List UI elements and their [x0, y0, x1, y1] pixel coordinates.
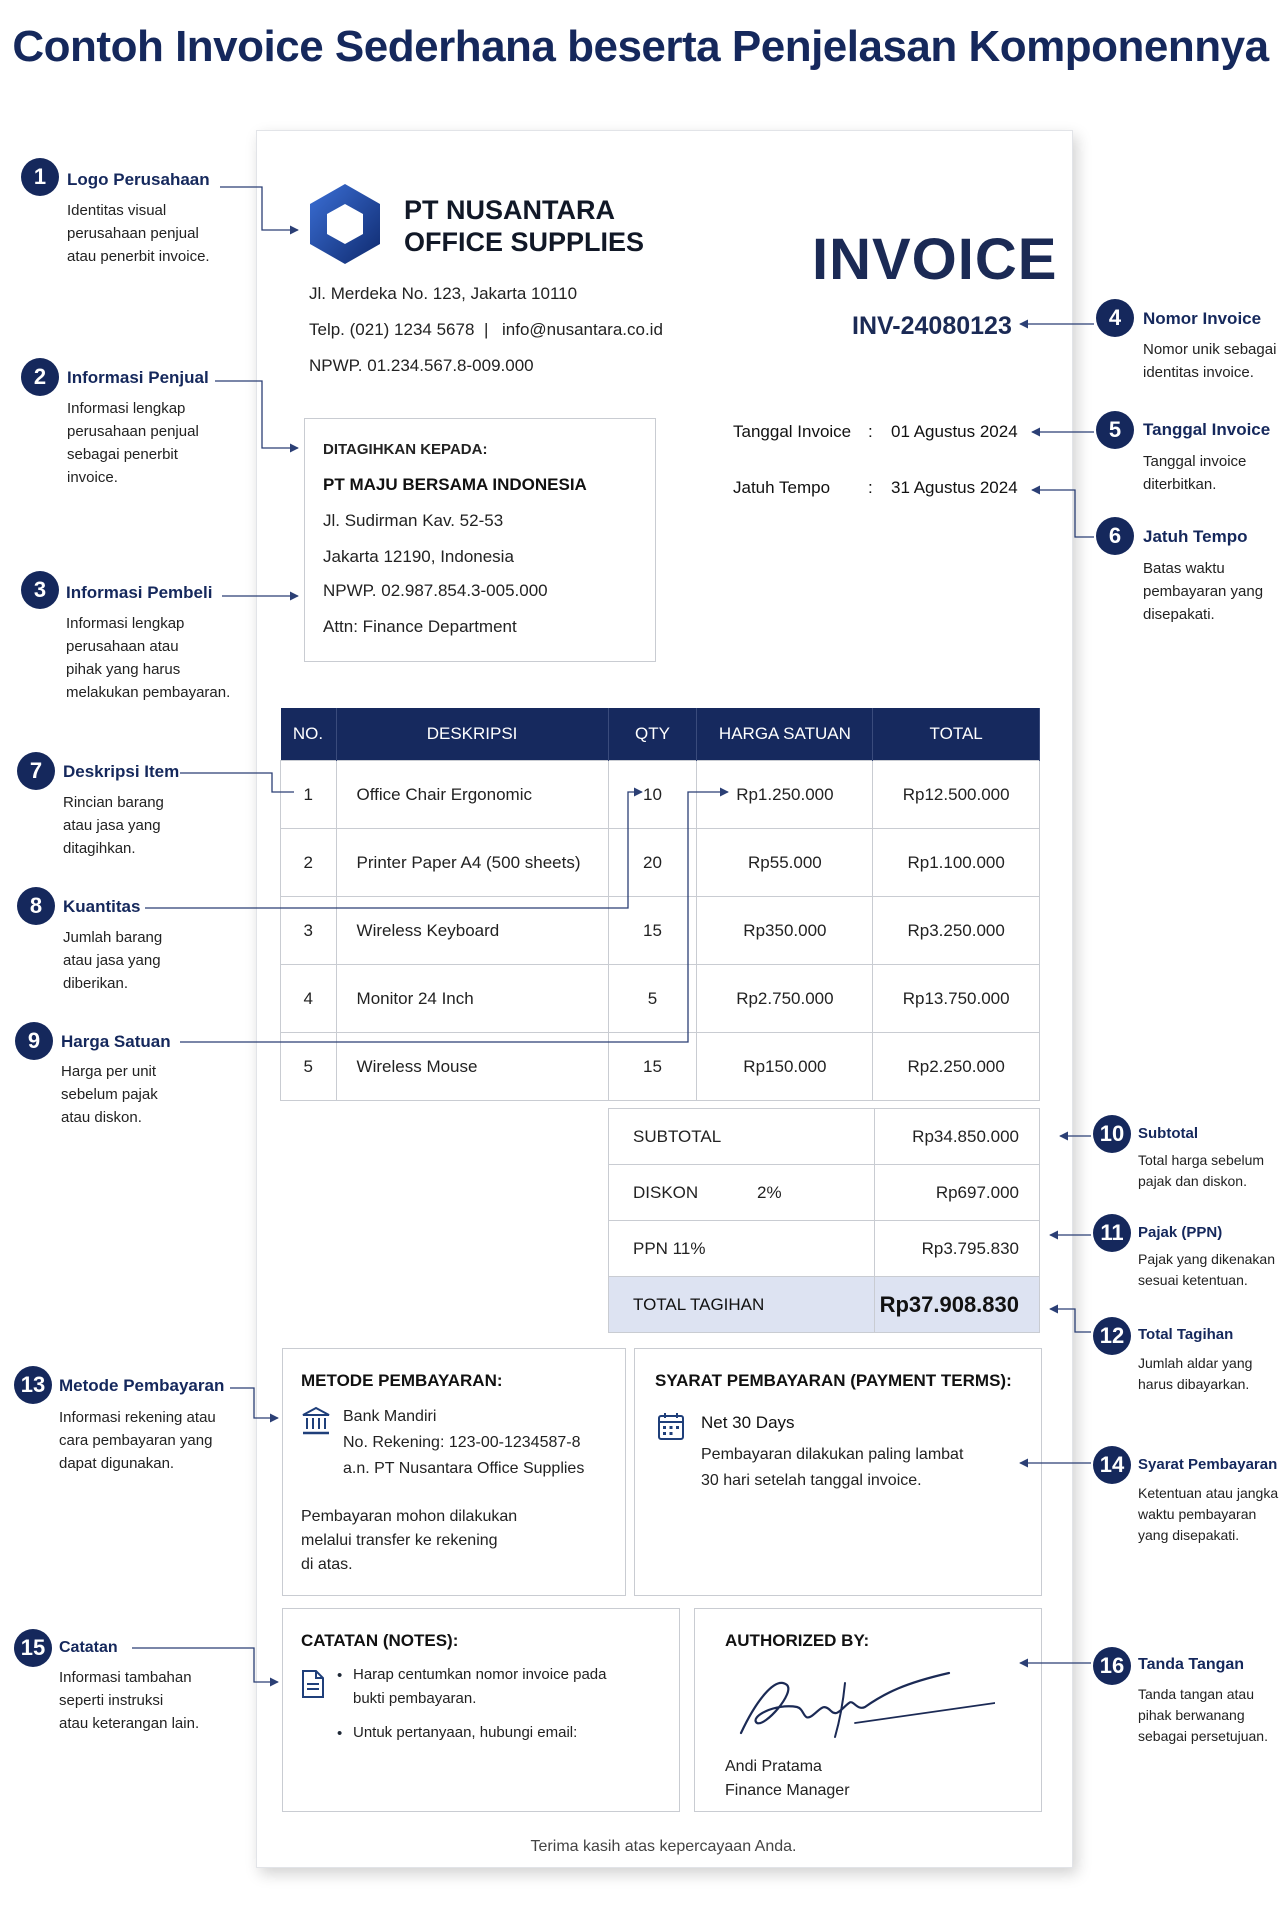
annotation-desc: Jumlah barang atau jasa yang diberikan. — [63, 929, 163, 992]
annotation-title: Kuantitas — [63, 897, 141, 916]
annotation-title: Harga Satuan — [61, 1032, 171, 1051]
calendar-icon — [657, 1411, 685, 1441]
bill-to-box — [304, 418, 656, 662]
colon: : — [868, 478, 873, 497]
invoice-date-value: 01 Agustus 2024 — [891, 422, 1018, 441]
annotation-title: Logo Perusahaan — [67, 170, 210, 189]
annotation-desc: Informasi rekening atau cara pembayaran yang dapat digunakan. — [59, 1409, 216, 1472]
payment-method-box — [282, 1348, 626, 1596]
annotation-number: 11 — [1093, 1214, 1131, 1252]
invoice-date-label: Tanggal Invoice — [733, 422, 852, 441]
item-price: Rp2.750.000 — [697, 965, 873, 1033]
item-total: Rp13.750.000 — [873, 965, 1040, 1033]
annotation-desc: Tanda tangan atau pihak berwanang sebagai persetujuan. — [1138, 1686, 1268, 1744]
annotation-desc: Ketentuan atau jangka waktu pembayaran yang disepakati. — [1138, 1485, 1279, 1543]
item-no: 1 — [281, 761, 337, 829]
item-price: Rp150.000 — [697, 1033, 873, 1101]
annotation-desc: Pajak yang dikenakan sesuai ketentuan. — [1138, 1251, 1275, 1288]
annotation-desc: Informasi lengkap perusahaan penjual sebagai penerbit invoice. — [67, 400, 199, 486]
item-price: Rp350.000 — [697, 897, 873, 965]
item-total: Rp12.500.000 — [873, 761, 1040, 829]
col-header-price: HARGA SATUAN — [697, 708, 873, 761]
discount-label: DISKON — [633, 1182, 699, 1202]
total-label: TOTAL TAGIHAN — [609, 1277, 875, 1333]
annotation-title: Syarat Pembayaran — [1138, 1456, 1278, 1473]
item-no: 4 — [281, 965, 337, 1033]
total-value: Rp37.908.830 — [875, 1277, 1040, 1333]
table-row — [281, 1033, 1040, 1101]
item-qty: 5 — [608, 965, 697, 1033]
authorized-role: Finance Manager — [725, 1782, 850, 1799]
col-header-no: NO. — [281, 708, 337, 761]
item-no: 2 — [281, 829, 337, 897]
annotation-desc: Tanggal invoice diterbitkan. — [1143, 453, 1247, 493]
annotation-desc: Rincian barang atau jasa yang ditagihkan. — [63, 794, 164, 857]
item-qty: 20 — [608, 829, 697, 897]
annotation-number: 12 — [1093, 1317, 1131, 1355]
annotation-desc: Total harga sebelum pajak dan diskon. — [1138, 1152, 1265, 1189]
summary-table — [608, 1108, 1040, 1333]
tax-value: Rp3.795.830 — [875, 1221, 1040, 1277]
item-no: 5 — [281, 1033, 337, 1101]
subtotal-row — [609, 1109, 1040, 1165]
table-row — [281, 897, 1040, 965]
company-address: Jl. Merdeka No. 123, Jakarta 10110 — [309, 284, 578, 303]
item-desc: Monitor 24 Inch — [336, 965, 608, 1033]
item-total: Rp3.250.000 — [873, 897, 1040, 965]
annotation-number: 13 — [14, 1366, 52, 1404]
annotation-number: 3 — [21, 571, 59, 609]
annotation-title: Nomor Invoice — [1143, 309, 1262, 328]
col-header-qty: QTY — [608, 708, 697, 761]
document-icon — [301, 1669, 325, 1699]
total-row — [609, 1277, 1040, 1333]
signature — [735, 1663, 995, 1743]
items-table — [280, 708, 1040, 1101]
payment-term: Net 30 Days — [701, 1413, 795, 1432]
col-header-desc: DESKRIPSI — [336, 708, 608, 761]
item-price: Rp55.000 — [697, 829, 873, 897]
annotation-title: Total Tagihan — [1138, 1326, 1234, 1343]
annotation-number: 8 — [17, 887, 55, 925]
notes-bullet1-line2: bukti pembayaran. — [353, 1690, 477, 1707]
invoice-number: INV-24080123 — [852, 312, 1012, 340]
separator: | — [484, 320, 489, 339]
annotation-title: Tanggal Invoice — [1143, 420, 1271, 439]
company-npwp: NPWP. 01.234.567.8-009.000 — [309, 356, 534, 375]
payment-term-desc1: Pembayaran dilakukan paling lambat — [701, 1446, 964, 1463]
payment-note-line1: Pembayaran mohon dilakukan — [301, 1508, 518, 1525]
bank-account: No. Rekening: 123-00-1234587-8 — [343, 1434, 581, 1451]
annotation-desc: Informasi lengkap perusahaan atau pihak yang harus melakukan pembayaran. — [66, 615, 231, 701]
payment-note-line3: di atas. — [301, 1556, 353, 1573]
annotation-desc: Nomor unik sebagai identitas invoice. — [1143, 341, 1277, 381]
bill-to-npwp: NPWP. 02.987.854.3-005.000 — [323, 581, 548, 600]
item-desc: Wireless Mouse — [336, 1033, 608, 1101]
annotation-title: Jatuh Tempo — [1143, 527, 1248, 546]
annotation-desc: Identitas visual perusahaan penjual atau penerbit invoice. — [67, 202, 210, 265]
annotation-number: 1 — [21, 158, 59, 196]
item-total: Rp2.250.000 — [873, 1033, 1040, 1101]
annotation-number: 16 — [1093, 1647, 1131, 1685]
annotation-number: 7 — [17, 752, 55, 790]
item-qty: 15 — [608, 1033, 697, 1101]
colon: : — [868, 422, 873, 441]
annotation-number: 4 — [1096, 299, 1134, 337]
annotation-number: 10 — [1093, 1115, 1131, 1153]
payment-term-desc2: 30 hari setelah tanggal invoice. — [701, 1472, 922, 1489]
annotation-number: 2 — [21, 358, 59, 396]
company-name-line1: PT NUSANTARA — [404, 195, 615, 225]
item-total: Rp1.100.000 — [873, 829, 1040, 897]
authorized-heading: AUTHORIZED BY: — [725, 1631, 870, 1650]
annotation-title: Tanda Tangan — [1138, 1656, 1245, 1673]
notes-bullet1-line1: Harap centumkan nomor invoice pada — [353, 1666, 607, 1683]
item-desc: Office Chair Ergonomic — [336, 761, 608, 829]
discount-value: Rp697.000 — [875, 1165, 1040, 1221]
authorized-name: Andi Pratama — [725, 1758, 822, 1775]
account-holder: a.n. PT Nusantara Office Supplies — [343, 1460, 585, 1477]
discount-row — [609, 1165, 1040, 1221]
due-date-label: Jatuh Tempo — [733, 478, 831, 497]
bill-to-heading: DITAGIHKAN KEPADA: — [323, 441, 488, 458]
invoice-title: INVOICE — [812, 227, 1058, 292]
authorized-box — [694, 1608, 1042, 1812]
annotation-desc: Batas waktu pembayaran yang disepakati. — [1143, 560, 1264, 623]
annotation-desc: Jumlah aldar yang harus dibayarkan. — [1138, 1355, 1253, 1392]
annotation-number: 9 — [15, 1022, 53, 1060]
table-row — [281, 761, 1040, 829]
annotation-desc: Harga per unit sebelum pajak atau diskon. — [61, 1063, 158, 1126]
company-email[interactable]: info@nusantara.co.id — [502, 320, 663, 339]
col-header-total: TOTAL — [873, 708, 1040, 761]
item-price: Rp1.250.000 — [697, 761, 873, 829]
annotation-title: Subtotal — [1138, 1125, 1198, 1142]
page-title: Contoh Invoice Sederhana beserta Penjelasan Komponennya — [12, 22, 1269, 71]
annotation-title: Deskripsi Item — [63, 762, 180, 781]
annotation-number: 14 — [1093, 1446, 1131, 1484]
annotation-desc: Informasi tambahan seperti instruksi atau keterangan lain. — [59, 1669, 200, 1732]
subtotal-value: Rp34.850.000 — [875, 1109, 1040, 1165]
discount-rate: 2% — [757, 1182, 782, 1202]
annotation-number: 6 — [1096, 517, 1134, 555]
item-desc: Wireless Keyboard — [336, 897, 608, 965]
notes-heading: CATATAN (NOTES): — [301, 1631, 459, 1650]
notes-box: CATATAN (NOTES): • Harap centumkan nomor invoice pada bukti pembayaran. • Untuk pertanyaan, hubungi email: — [282, 1608, 680, 1812]
due-date-value: 31 Agustus 2024 — [891, 478, 1018, 497]
annotation-title: Catatan — [59, 1639, 118, 1656]
annotation-number: 15 — [14, 1629, 52, 1667]
company-name-line2: OFFICE SUPPLIES — [404, 227, 645, 257]
table-row — [281, 829, 1040, 897]
bill-to-address2: Jakarta 12190, Indonesia — [323, 547, 514, 566]
annotation-title: Informasi Penjual — [67, 368, 209, 387]
bank-name: Bank Mandiri — [343, 1408, 437, 1425]
bank-icon — [301, 1406, 331, 1436]
item-qty: 15 — [608, 897, 697, 965]
annotation-title: Pajak (PPN) — [1138, 1224, 1223, 1241]
bill-to-name: PT MAJU BERSAMA INDONESIA — [323, 475, 587, 494]
table-row — [281, 965, 1040, 1033]
bill-to-attn: Attn: Finance Department — [323, 617, 517, 636]
item-no: 3 — [281, 897, 337, 965]
payment-note-line2: melalui transfer ke rekening — [301, 1532, 498, 1549]
company-phone: Telp. (021) 1234 5678 — [309, 320, 475, 339]
hexagon-logo-icon — [308, 182, 382, 266]
notes-bullet2: Untuk pertanyaan, hubungi email: — [353, 1724, 578, 1741]
payment-terms-heading: SYARAT PEMBAYARAN (PAYMENT TERMS): — [655, 1371, 1012, 1390]
annotation-number: 5 — [1096, 411, 1134, 449]
subtotal-label: SUBTOTAL — [609, 1109, 875, 1165]
footer-text: Terima kasih atas kepercayaan Anda. — [530, 1838, 797, 1855]
item-qty: 10 — [608, 761, 697, 829]
payment-method-heading: METODE PEMBAYARAN: — [301, 1371, 503, 1390]
payment-terms-box — [634, 1348, 1042, 1596]
item-desc: Printer Paper A4 (500 sheets) — [336, 829, 608, 897]
tax-label: PPN 11% — [609, 1221, 875, 1277]
annotation-title: Metode Pembayaran — [59, 1376, 225, 1395]
bill-to-address1: Jl. Sudirman Kav. 52-53 — [323, 511, 504, 530]
tax-row — [609, 1221, 1040, 1277]
annotation-title: Informasi Pembeli — [66, 583, 213, 602]
